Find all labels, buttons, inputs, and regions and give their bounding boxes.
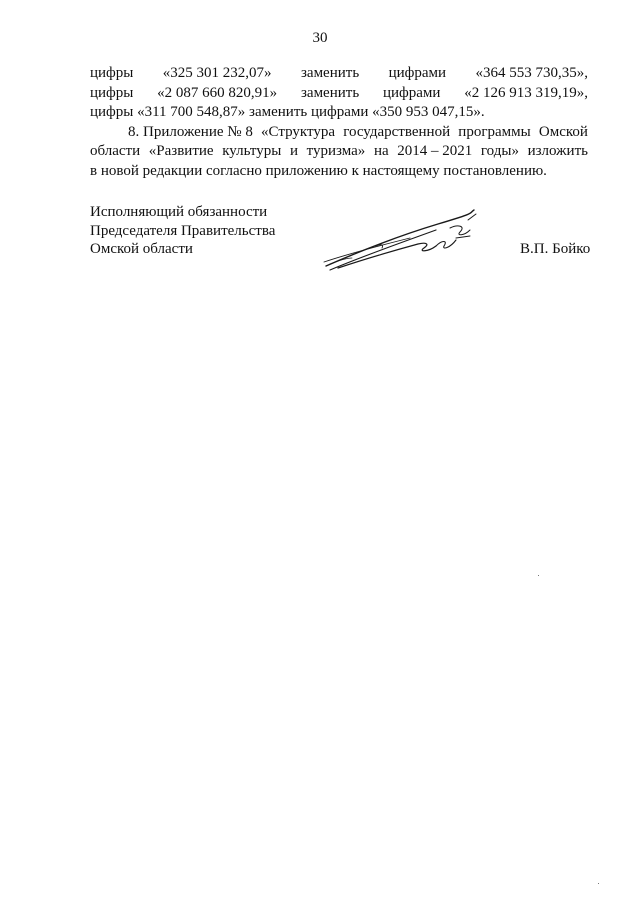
text-word: изложить [527,143,588,159]
text-word: на [373,143,389,159]
text-word: «2 087 660 820,91» [157,84,278,101]
text-line [90,84,588,104]
text-word: «Развитие [148,143,214,159]
text-word: «364 553 730,35», [475,65,588,81]
text-line: в новой редакции согласно приложению к настоящему постановлению. [90,162,547,179]
text-word: цифры [90,84,134,101]
speck [598,883,599,884]
speck [538,575,539,576]
text-word: «Структура [261,123,335,140]
signer-name: В.П. Бойко [520,241,591,257]
text-word: туризма» [306,143,366,159]
text-word: цифрами [382,84,441,101]
handwritten-signature [318,200,488,280]
page-number: 30 [312,30,328,46]
text-line: цифры «311 700 548,87» заменить цифрами «350 953 047,15». [90,104,485,120]
document-body [90,64,588,181]
text-word: области [90,143,141,159]
signatory-title-line: Омской области [90,241,193,257]
paragraph-8 [90,123,588,182]
text-word: цифры [90,65,134,81]
signatory-title-line: Председателя Правительства [90,222,276,239]
text-word: цифрами [388,65,447,81]
text-word: годы» [480,143,519,159]
text-word: «325 301 232,07» [162,65,272,81]
text-word: и [289,143,298,159]
signatory-title-line: Исполняющий обязанности [90,204,268,220]
text-line [90,142,588,162]
text-word: «2 126 913 319,19», [464,84,588,101]
signatory-title [90,203,275,259]
text-word: Омской [538,123,588,140]
text-word: 2014 – 2021 [397,143,473,159]
text-word: программы [458,123,531,140]
text-word: заменить [300,84,360,101]
text-line [90,123,588,143]
text-word: 8. Приложение № 8 [128,123,253,140]
text-word: государственной [343,123,451,140]
text-word: культуры [222,143,282,159]
text-word: заменить [300,65,360,81]
text-line [90,64,588,84]
